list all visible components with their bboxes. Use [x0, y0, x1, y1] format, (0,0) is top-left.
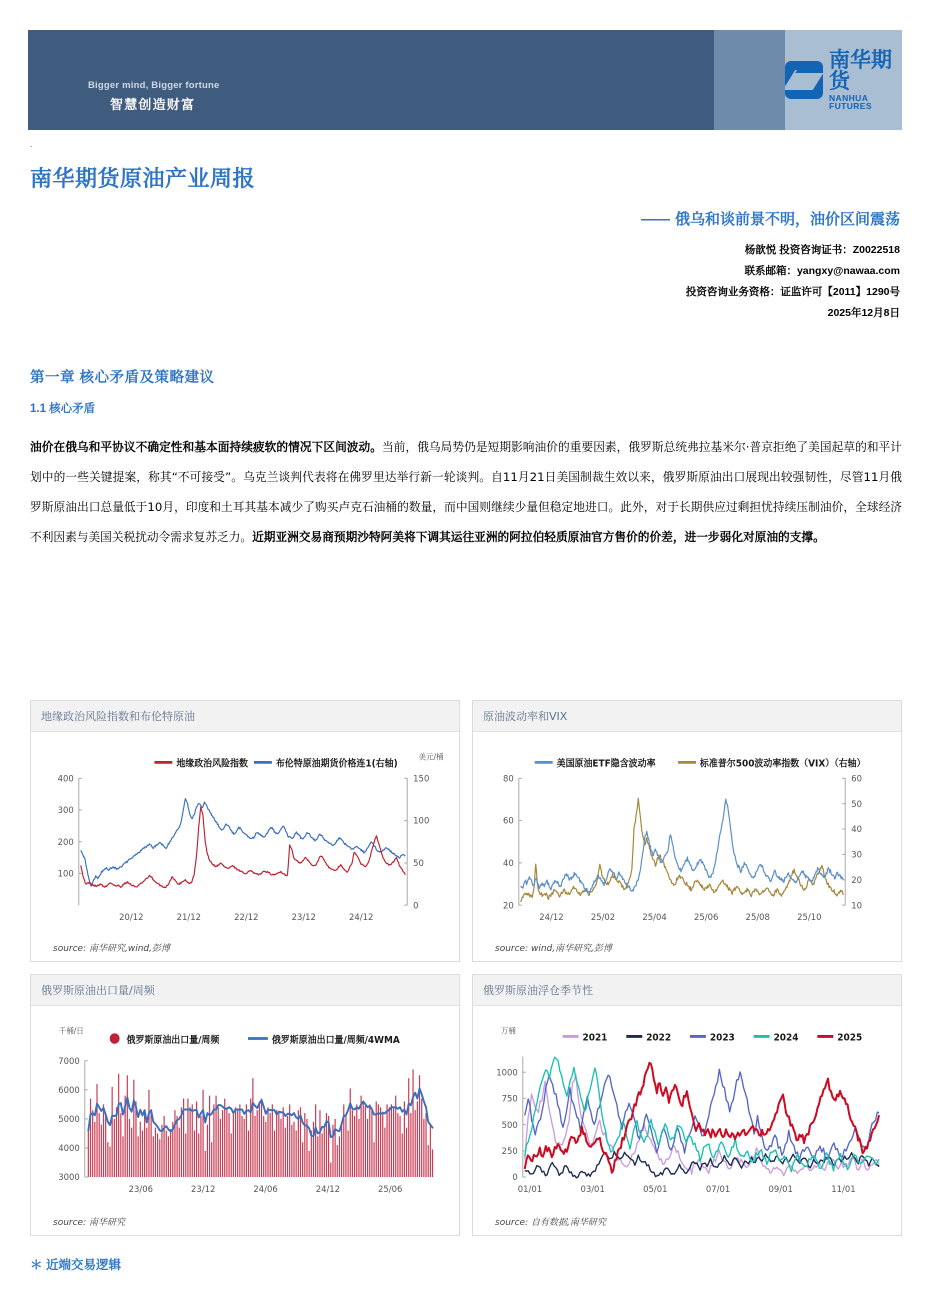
svg-text:23/12: 23/12: [291, 912, 316, 924]
subtitle-dash: ——: [640, 211, 669, 228]
svg-text:俄罗斯原油出口量/周频/4WMA: 俄罗斯原油出口量/周频/4WMA: [271, 1034, 400, 1046]
logo-english-name: NANHUA FUTURES: [829, 92, 872, 111]
svg-text:2021: 2021: [582, 1032, 608, 1044]
banner-main-panel: [28, 30, 714, 130]
svg-text:7000: 7000: [58, 1056, 80, 1068]
svg-text:布伦特原油期货价格连1(右轴): 布伦特原油期货价格连1(右轴): [275, 758, 398, 770]
svg-text:地缘政治风险指数: 地缘政治风险指数: [176, 758, 248, 770]
svg-text:60: 60: [851, 774, 862, 785]
svg-text:0: 0: [413, 901, 419, 912]
svg-text:500: 500: [501, 1120, 518, 1131]
svg-text:2025: 2025: [837, 1032, 863, 1044]
svg-text:80: 80: [503, 774, 514, 785]
chart-plot-russia-floating-storage: [473, 1006, 901, 1213]
svg-text:4000: 4000: [58, 1143, 80, 1155]
header-banner: [28, 30, 902, 130]
svg-text:20/12: 20/12: [119, 912, 144, 924]
svg-text:5000: 5000: [58, 1114, 80, 1126]
chart-svg-russia-floating-storage: [479, 1010, 895, 1213]
svg-text:千桶/日: 千桶/日: [58, 1026, 84, 1036]
banner-logo-panel: [785, 30, 902, 130]
svg-text:07/01: 07/01: [705, 1184, 731, 1195]
banner-mid-panel: [714, 30, 785, 130]
svg-text:100: 100: [413, 816, 430, 827]
chapter-heading: 第一章 核心矛盾及策略建议: [30, 370, 215, 386]
paragraph-body: 当前，俄乌局势仍是短期影响油价的重要因素，俄罗斯总统弗拉基米尔·普京拒绝了美国起草的和平计划中的一些关键提案，称其“不可接受”。乌克兰谈判代表将在佛罗里达举行新一轮谈判。自11月21日美国制裁生效以来，俄罗斯原油出口展现出较强韧性，尽管11月俄罗斯原油出口总量低于10月，印度和土耳其基本减少了购买卢克石油桶的数量，而中国则继续少量但稳定地进口。此外，对于长期供应过剩担忧持续压制油价，全球经济不利因素与美国关税扰动令需求复苏乏力。: [30, 440, 902, 544]
tiny-mark: .: [30, 140, 33, 149]
svg-text:100: 100: [57, 869, 74, 880]
svg-text:24/06: 24/06: [253, 1184, 278, 1195]
svg-text:200: 200: [57, 837, 74, 848]
svg-text:24/12: 24/12: [349, 912, 374, 924]
svg-text:23/12: 23/12: [190, 1184, 216, 1195]
chart-source-oil-vol-vix: source: wind,南华研究,彭博: [495, 944, 612, 954]
svg-text:25/06: 25/06: [693, 912, 719, 924]
svg-text:25/02: 25/02: [590, 912, 616, 924]
svg-text:05/01: 05/01: [643, 1184, 668, 1195]
chart-plot-geo-risk-brent: [31, 732, 459, 939]
page-title: 南华期货原油产业周报: [30, 166, 256, 191]
svg-text:万桶: 万桶: [500, 1026, 516, 1036]
svg-text:09/01: 09/01: [768, 1184, 793, 1195]
svg-text:标准普尔500波动率指数（VIX）（右轴）: 标准普尔500波动率指数（VIX）（右轴）: [699, 758, 866, 770]
svg-text:22/12: 22/12: [234, 912, 259, 924]
svg-text:40: 40: [503, 858, 514, 870]
svg-text:25/06: 25/06: [378, 1184, 403, 1195]
chart-title-oil-vol-vix: 原油波动率和VIX: [473, 701, 901, 732]
chart-title-russia-floating-storage: 俄罗斯原油浮仓季节性: [473, 975, 901, 1006]
svg-text:25/08: 25/08: [745, 912, 770, 924]
chart-source-russia-crude-exports: source: 南华研究: [53, 1218, 125, 1228]
svg-text:50: 50: [413, 858, 424, 870]
svg-text:1000: 1000: [496, 1068, 518, 1079]
chart-svg-geo-risk-brent: [37, 736, 453, 939]
subsection-heading: 1.1 核心矛盾: [30, 403, 96, 415]
svg-text:300: 300: [57, 805, 74, 817]
svg-text:25/10: 25/10: [797, 912, 822, 924]
slogan-chinese: 智慧创造财富: [110, 97, 196, 112]
svg-text:6000: 6000: [58, 1085, 80, 1097]
meta-email: 联系邮箱：yangxy@nawaa.com: [744, 265, 900, 277]
svg-text:03/01: 03/01: [580, 1184, 605, 1195]
meta-analyst: 杨歆悦 投资咨询证书：Z0022518: [744, 244, 900, 256]
banner-slogan: [88, 80, 220, 113]
svg-text:23/06: 23/06: [128, 1184, 154, 1195]
footer-note: ＊ 近端交易逻辑: [30, 1258, 121, 1272]
svg-text:24/12: 24/12: [315, 1184, 341, 1195]
svg-text:40: 40: [851, 825, 862, 836]
svg-text:俄罗斯原油出口量/周频: 俄罗斯原油出口量/周频: [126, 1034, 220, 1046]
chart-card-geo-risk-brent: [30, 700, 460, 962]
svg-text:美元/桶: 美元/桶: [418, 752, 444, 762]
paragraph-lead: 油价在俄乌和平协议不确定性和基本面持续疲软的情况下区间波动。: [30, 440, 382, 454]
slogan-english: Bigger mind, Bigger fortune: [88, 80, 220, 91]
svg-text:50: 50: [851, 799, 862, 810]
svg-text:30: 30: [851, 850, 862, 861]
document-subtitle: [641, 208, 900, 229]
logo-text-group: [829, 47, 902, 111]
svg-text:2024: 2024: [773, 1032, 799, 1044]
meta-license: 投资咨询业务资格：证监许可【2011】1290号: [685, 286, 900, 298]
svg-text:2022: 2022: [646, 1032, 672, 1044]
chart-grid: [30, 700, 902, 1236]
chart-svg-oil-vol-vix: [479, 736, 895, 939]
meta-date: 2025年12月8日: [827, 307, 900, 319]
subtitle-text: 俄乌和谈前景不明，油价区间震荡: [674, 211, 900, 228]
svg-text:2023: 2023: [709, 1032, 735, 1044]
svg-text:01/01: 01/01: [517, 1184, 543, 1195]
svg-text:25/04: 25/04: [642, 912, 667, 924]
svg-text:美国原油ETF隐含波动率: 美国原油ETF隐含波动率: [556, 758, 656, 770]
chart-card-russia-floating-storage: [472, 974, 902, 1236]
chart-plot-oil-vol-vix: [473, 732, 901, 939]
svg-text:60: 60: [503, 816, 514, 827]
logo-chinese-name: 南华期货: [829, 47, 892, 93]
paragraph-tail: 近期亚洲交易商预期沙特阿美将下调其运往亚洲的阿拉伯轻质原油官方售价的价差，进一步弱化对原油的支撑。: [252, 530, 825, 544]
nanhua-logo-icon: [785, 61, 823, 99]
core-contradiction-paragraph: [30, 432, 902, 552]
svg-text:0: 0: [512, 1173, 518, 1184]
company-logo: [785, 47, 902, 111]
chart-source-geo-risk-brent: source: 南华研究,wind,彭博: [53, 944, 170, 954]
svg-text:10: 10: [851, 901, 862, 912]
chart-card-russia-crude-exports: [30, 974, 460, 1236]
svg-text:20: 20: [503, 901, 514, 912]
chart-card-oil-vol-vix: [472, 700, 902, 962]
svg-text:20: 20: [851, 875, 862, 887]
chart-title-geo-risk-brent: 地缘政治风险指数和布伦特原油: [31, 701, 459, 732]
chart-source-russia-floating-storage: source: 自有数据,南华研究: [495, 1218, 606, 1228]
chart-plot-russia-crude-exports: [31, 1006, 459, 1213]
svg-text:3000: 3000: [58, 1173, 80, 1184]
svg-text:150: 150: [413, 774, 430, 785]
svg-text:21/12: 21/12: [176, 912, 202, 924]
svg-text:11/01: 11/01: [831, 1184, 856, 1195]
chart-title-russia-crude-exports: 俄罗斯原油出口量/周频: [31, 975, 459, 1006]
svg-text:24/12: 24/12: [539, 912, 564, 924]
svg-text:750: 750: [501, 1094, 518, 1105]
svg-text:400: 400: [57, 774, 74, 785]
svg-text:250: 250: [501, 1146, 518, 1158]
chart-svg-russia-crude-exports: [37, 1010, 453, 1213]
